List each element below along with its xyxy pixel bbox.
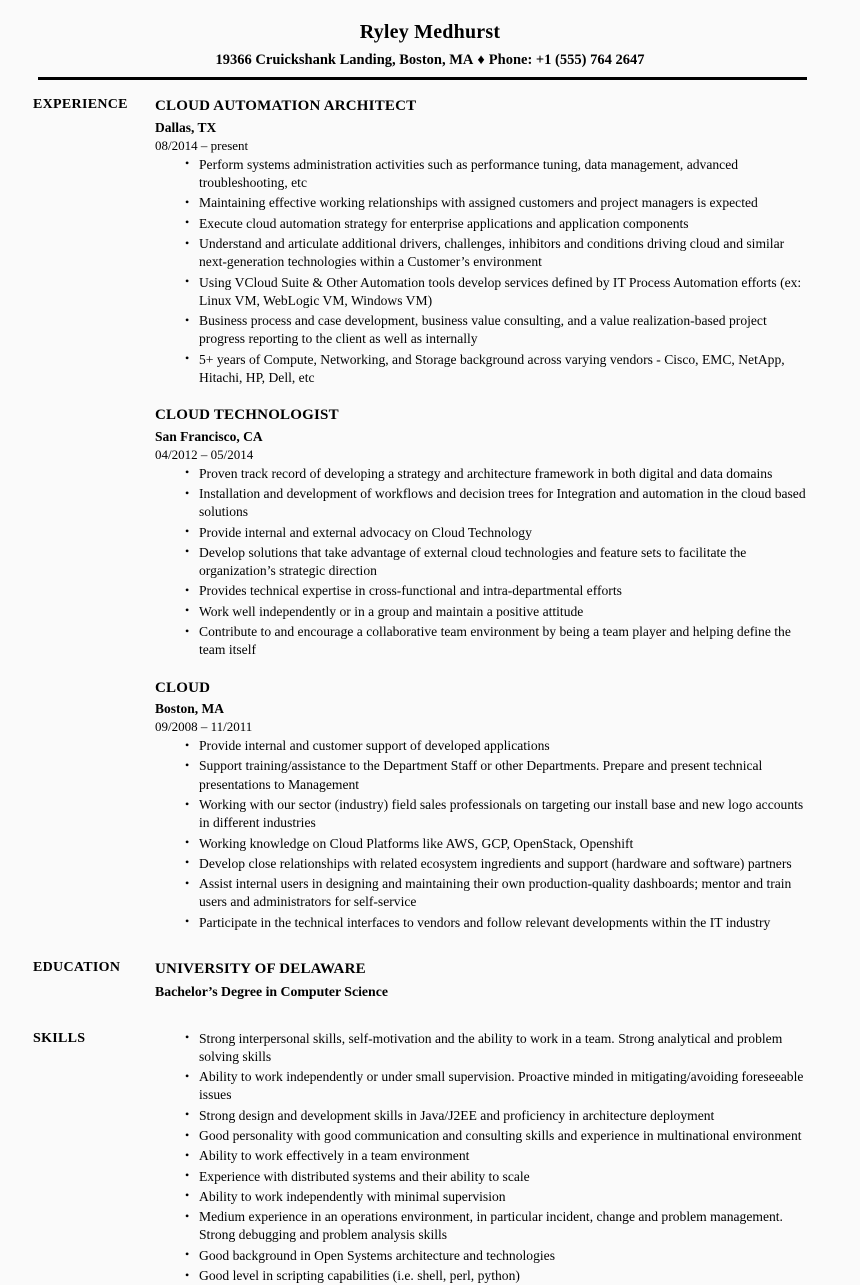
list-item: • Experience with distributed systems and their ability to scale bbox=[185, 1168, 812, 1186]
list-item: • Ability to work independently or under small supervision. Proactive minded in mitigating/avoiding foreseeable issues bbox=[185, 1068, 812, 1105]
candidate-name: Ryley Medhurst bbox=[359, 21, 501, 43]
list-item: • Strong interpersonal skills, self-motivation and the ability to work in a team. Strong analytical and problem solving skills bbox=[185, 1030, 812, 1067]
job-entry bbox=[155, 679, 812, 932]
list-item: • Provides technical expertise in cross-functional and intra-departmental efforts bbox=[185, 582, 812, 600]
header-divider bbox=[38, 77, 807, 80]
list-item: • Ability to work independently with minimal supervision bbox=[185, 1188, 812, 1206]
list-item: • Good level in scripting capabilities (i.e. shell, perl, python) bbox=[185, 1267, 812, 1285]
list-item: • Maintaining effective working relationships with assigned customers and project managers is expected bbox=[185, 194, 812, 212]
list-item: • Ability to work effectively in a team environment bbox=[185, 1147, 812, 1165]
list-item: • Installation and development of workflows and decision trees for Integration and automation in the cloud based solutions bbox=[185, 485, 812, 522]
education-entries bbox=[155, 960, 860, 1001]
resume-header bbox=[0, 0, 860, 80]
job-title: CLOUD TECHNOLOGIST bbox=[155, 407, 339, 424]
job-responsibility-list bbox=[155, 156, 812, 387]
list-item: • Contribute to and encourage a collaborative team environment by being a team player and helping define the team itself bbox=[185, 623, 812, 660]
job-title: CLOUD bbox=[155, 679, 211, 696]
job-entry bbox=[155, 406, 812, 659]
contact-address: 19366 Cruickshank Landing, Boston, MA bbox=[215, 52, 474, 69]
experience-entries bbox=[155, 97, 860, 932]
list-item: • Proven track record of developing a strategy and architecture framework in both digital and data domains bbox=[185, 465, 812, 483]
section-skills bbox=[0, 1031, 860, 1285]
job-dates: 04/2012 – 05/2014 bbox=[155, 446, 254, 462]
section-label-education: EDUCATION bbox=[33, 959, 121, 975]
list-item: • Good personality with good communication and consulting skills and experience in multinational environment bbox=[185, 1127, 812, 1145]
skills-list bbox=[155, 1030, 812, 1285]
list-item: • Perform systems administration activities such as performance tuning, data management, advanced troubleshooting, etc bbox=[185, 156, 812, 193]
section-label-experience: EXPERIENCE bbox=[33, 97, 128, 113]
list-item: • Work well independently or in a group and maintain a positive attitude bbox=[185, 603, 812, 621]
job-dates: 08/2014 – present bbox=[155, 137, 249, 153]
job-title: CLOUD AUTOMATION ARCHITECT bbox=[155, 98, 417, 115]
list-item: • Good background in Open Systems architecture and technologies bbox=[185, 1247, 812, 1265]
contact-line bbox=[0, 53, 860, 69]
list-item: • Assist internal users in designing and maintaining their own production-quality dashboards; mentor and train users and administrators for self-service bbox=[185, 875, 812, 912]
job-location: Dallas, TX bbox=[155, 120, 217, 136]
job-responsibility-list bbox=[155, 465, 812, 660]
job-dates: 09/2008 – 11/2011 bbox=[155, 718, 253, 734]
list-item: • Develop solutions that take advantage of external cloud technologies and feature sets to facilitate the organization’s strategic direction bbox=[185, 544, 812, 581]
list-item: • Execute cloud automation strategy for enterprise applications and application components bbox=[185, 215, 812, 233]
list-item: • Medium experience in an operations environment, in particular incident, change and problem management. Strong debugging and problem analysis skills bbox=[185, 1208, 812, 1245]
job-location: Boston, MA bbox=[155, 701, 225, 717]
education-degree: Bachelor’s Degree in Computer Science bbox=[155, 983, 388, 999]
job-responsibility-list bbox=[155, 737, 812, 932]
list-item: • Participate in the technical interfaces to vendors and follow relevant developments within the IT industry bbox=[185, 914, 812, 932]
list-item: • Using VCloud Suite & Other Automation tools develop services defined by IT Process Automation efforts (ex: Linux VM, WebLogic VM, Windows VM) bbox=[185, 274, 812, 311]
list-item: • Develop close relationships with related ecosystem ingredients and support (hardware and software) partners bbox=[185, 855, 812, 873]
section-education bbox=[0, 960, 860, 1001]
list-item: • Working with our sector (industry) field sales professionals on targeting our install base and new logo accounts in different industries bbox=[185, 796, 812, 833]
skills-entries bbox=[155, 1031, 860, 1285]
contact-phone: Phone: +1 (555) 764 2647 bbox=[488, 52, 645, 69]
list-item: • Working knowledge on Cloud Platforms like AWS, GCP, OpenStack, Openshift bbox=[185, 835, 812, 853]
list-item: • Support training/assistance to the Department Staff or other Departments. Prepare and present technical presentations to Management bbox=[185, 757, 812, 794]
list-item: • Provide internal and customer support of developed applications bbox=[185, 737, 812, 755]
list-item: • 5+ years of Compute, Networking, and Storage background across varying vendors - Cisco, EMC, NetApp, Hitachi, HP, Dell, etc bbox=[185, 351, 812, 388]
list-item: • Strong design and development skills in Java/J2EE and proficiency in architecture deployment bbox=[185, 1107, 812, 1125]
diamond-separator-icon: ♦ bbox=[477, 52, 485, 69]
section-experience bbox=[0, 97, 860, 932]
section-label-skills: SKILLS bbox=[33, 1030, 86, 1046]
job-location: San Francisco, CA bbox=[155, 429, 263, 444]
list-item: • Provide internal and external advocacy on Cloud Technology bbox=[185, 524, 812, 542]
list-item: • Understand and articulate additional drivers, challenges, inhibitors and conditions driving cloud and similar next-generation technologies within a Customer’s environment bbox=[185, 235, 812, 272]
job-entry bbox=[155, 97, 812, 387]
list-item: • Business process and case development, business value consulting, and a value realization-based project progress reporting to the client as well as internally bbox=[185, 312, 812, 349]
education-school: UNIVERSITY OF DELAWARE bbox=[155, 960, 366, 977]
